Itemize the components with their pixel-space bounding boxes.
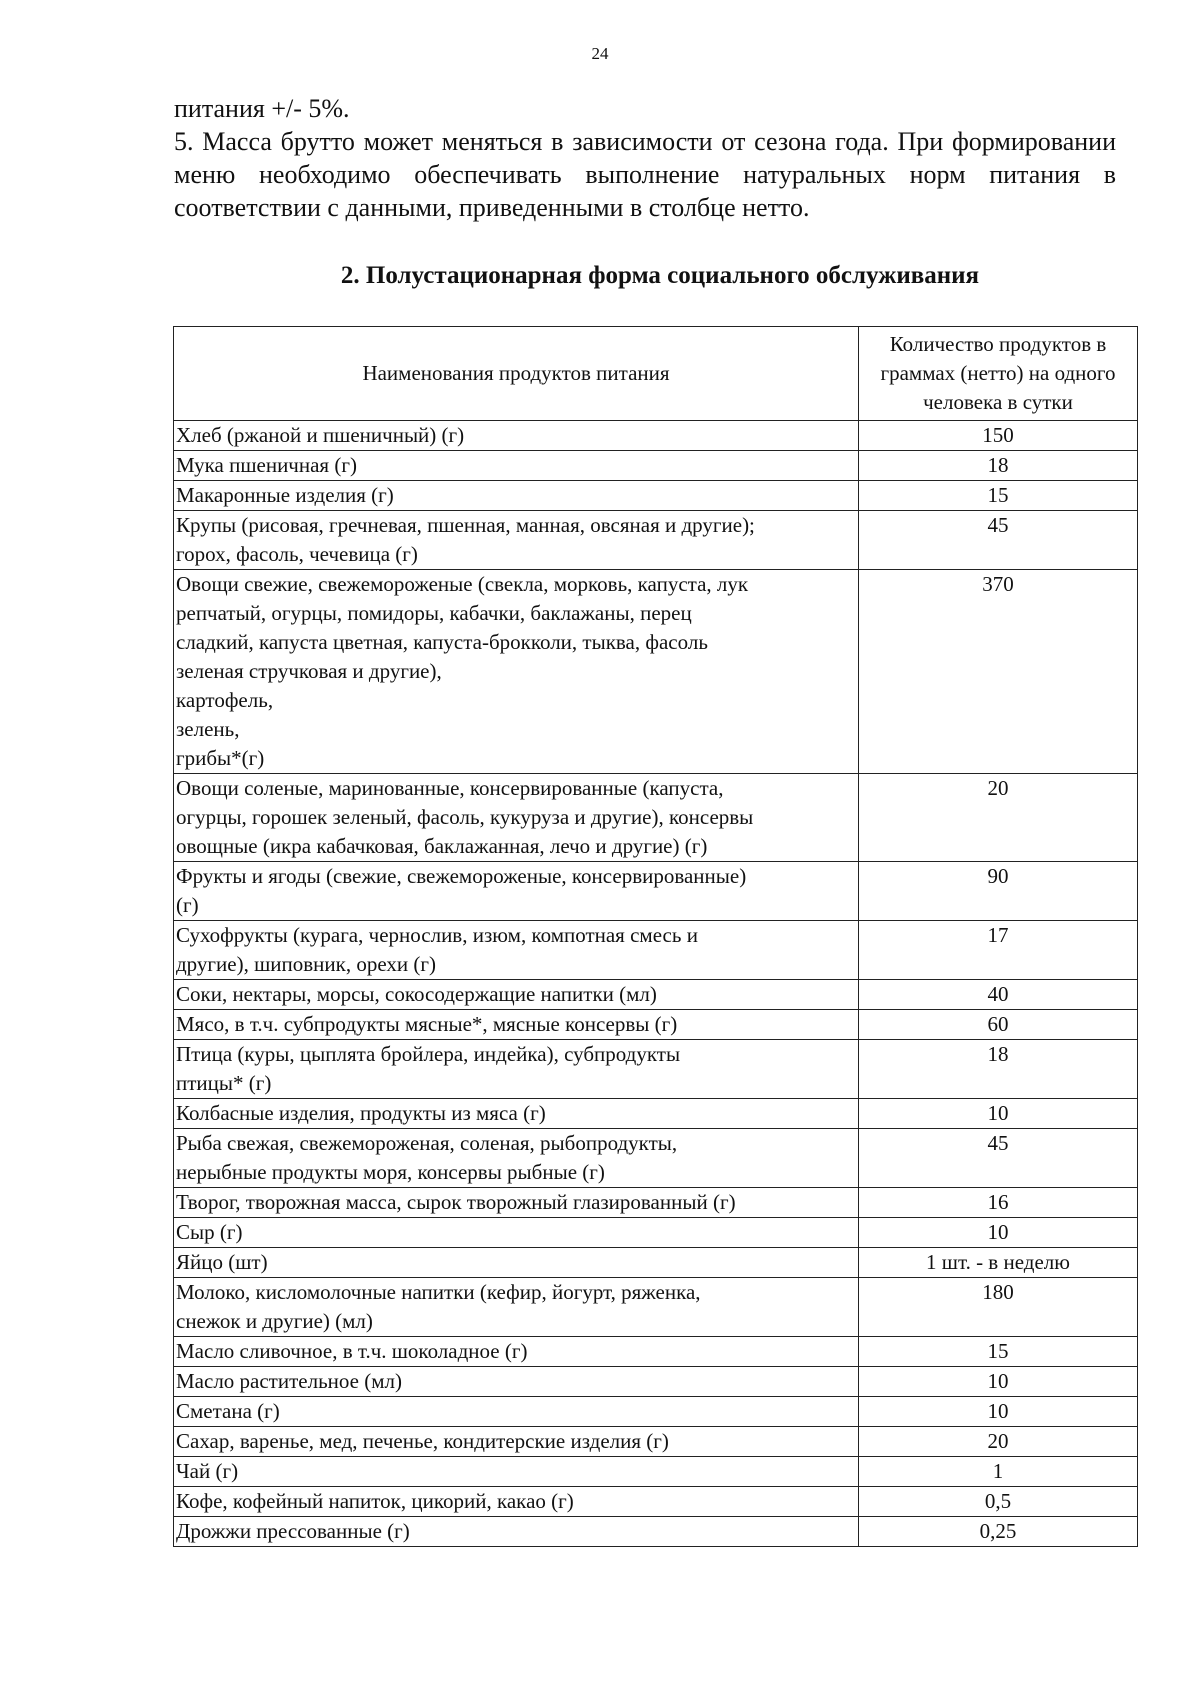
quantity-cell: 40 xyxy=(859,980,1138,1010)
table-row xyxy=(174,1129,1138,1188)
product-name-line: (г) xyxy=(176,893,199,917)
quantity-cell: 180 xyxy=(859,1278,1138,1337)
quantity-cell: 0,25 xyxy=(859,1517,1138,1547)
table-row xyxy=(174,1487,1138,1517)
quantity-cell: 90 xyxy=(859,862,1138,921)
product-name-cell xyxy=(174,921,859,980)
table-row xyxy=(174,1099,1138,1129)
table-row xyxy=(174,1218,1138,1248)
product-name-cell xyxy=(174,451,859,481)
table-row xyxy=(174,1397,1138,1427)
product-name-line: овощные (икра кабачковая, баклажанная, лечо и другие) (г) xyxy=(176,834,708,858)
header-quantity-line: Количество продуктов в xyxy=(889,332,1107,356)
table-row xyxy=(174,862,1138,921)
table-row xyxy=(174,481,1138,511)
product-name-line: Молоко, кисломолочные напитки (кефир, йогурт, ряженка, xyxy=(176,1280,701,1304)
product-name-cell xyxy=(174,1010,859,1040)
quantity-cell: 0,5 xyxy=(859,1487,1138,1517)
quantity-cell: 60 xyxy=(859,1010,1138,1040)
product-name-line: Хлеб (ржаной и пшеничный) (г) xyxy=(176,423,465,447)
product-name-line: птицы* (г) xyxy=(176,1071,272,1095)
product-name-cell xyxy=(174,1397,859,1427)
product-name-cell xyxy=(174,421,859,451)
header-quantity xyxy=(859,327,1138,421)
product-name-cell xyxy=(174,1218,859,1248)
product-name-line: Кофе, кофейный напиток, цикорий, какао (г) xyxy=(176,1489,574,1513)
product-name-line: Масло сливочное, в т.ч. шоколадное (г) xyxy=(176,1339,528,1363)
product-name-line: репчатый, огурцы, помидоры, кабачки, баклажаны, перец xyxy=(176,601,692,625)
quantity-cell: 45 xyxy=(859,511,1138,570)
table-row xyxy=(174,1188,1138,1218)
product-name-cell xyxy=(174,1487,859,1517)
quantity-cell: 10 xyxy=(859,1367,1138,1397)
product-name-cell xyxy=(174,980,859,1010)
product-name-line: Макаронные изделия (г) xyxy=(176,483,394,507)
product-name-line: Чай (г) xyxy=(176,1459,239,1483)
quantity-cell: 10 xyxy=(859,1099,1138,1129)
quantity-cell: 370 xyxy=(859,570,1138,774)
product-name-line: Сыр (г) xyxy=(176,1220,243,1244)
product-name-cell xyxy=(174,1040,859,1099)
intro-text xyxy=(174,92,1116,224)
quantity-cell: 18 xyxy=(859,1040,1138,1099)
product-name-line: зеленая стручковая и другие), xyxy=(176,659,442,683)
table-row xyxy=(174,1010,1138,1040)
product-name-line: другие), шиповник, орехи (г) xyxy=(176,952,436,976)
table-row xyxy=(174,421,1138,451)
table-row xyxy=(174,980,1138,1010)
product-name-line: Масло растительное (мл) xyxy=(176,1369,402,1393)
product-name-cell xyxy=(174,1457,859,1487)
product-name-line: картофель, xyxy=(176,688,274,712)
quantity-cell: 10 xyxy=(859,1397,1138,1427)
table-header-row xyxy=(174,327,1138,421)
quantity-cell: 15 xyxy=(859,481,1138,511)
page-number: 24 xyxy=(591,44,609,63)
intro-line: питания +/- 5%. xyxy=(174,94,350,123)
table-row xyxy=(174,1337,1138,1367)
product-name-line: зелень, xyxy=(176,717,240,741)
product-name-cell xyxy=(174,1099,859,1129)
quantity-cell: 10 xyxy=(859,1218,1138,1248)
header-quantity-line: граммах (нетто) на одного xyxy=(880,361,1116,385)
quantity-cell: 1 xyxy=(859,1457,1138,1487)
product-name-cell xyxy=(174,570,859,774)
product-name-cell xyxy=(174,481,859,511)
table-row xyxy=(174,1517,1138,1547)
product-name-line: огурцы, горошек зеленый, фасоль, кукуруза и другие), консервы xyxy=(176,805,754,829)
table-row xyxy=(174,1278,1138,1337)
product-name-cell xyxy=(174,1129,859,1188)
product-name-cell xyxy=(174,1427,859,1457)
product-name-line: сладкий, капуста цветная, капуста-брокколи, тыква, фасоль xyxy=(176,630,708,654)
product-name-cell xyxy=(174,1278,859,1337)
quantity-cell: 17 xyxy=(859,921,1138,980)
product-name-line: Крупы (рисовая, гречневая, пшенная, манная, овсяная и другие); xyxy=(176,513,755,537)
product-name-line: нерыбные продукты моря, консервы рыбные (г) xyxy=(176,1160,605,1184)
table-row xyxy=(174,1427,1138,1457)
product-name-line: Мука пшеничная (г) xyxy=(176,453,357,477)
quantity-cell: 20 xyxy=(859,774,1138,862)
product-name-cell xyxy=(174,1248,859,1278)
table-row xyxy=(174,1457,1138,1487)
table-row xyxy=(174,570,1138,774)
product-name-line: Соки, нектары, морсы, сокосодержащие напитки (мл) xyxy=(176,982,657,1006)
food-norms-table-wrapper xyxy=(173,326,1138,1547)
product-name-line: Овощи свежие, свежемороженые (свекла, морковь, капуста, лук xyxy=(176,572,749,596)
product-name-line: Птица (куры, цыплята бройлера, индейка), субпродукты xyxy=(176,1042,681,1066)
quantity-cell: 1 шт. - в неделю xyxy=(859,1248,1138,1278)
table-row xyxy=(174,511,1138,570)
quantity-cell: 45 xyxy=(859,1129,1138,1188)
note-5: 5. Масса брутто может меняться в зависимости от сезона года. При формировании меню необходимо обеспечивать выполнение натуральных норм питания в соответствии с данными, приведенными в столбце нетто. xyxy=(174,127,1116,222)
quantity-cell: 150 xyxy=(859,421,1138,451)
header-product-name: Наименования продуктов питания xyxy=(174,327,859,421)
table-row xyxy=(174,1367,1138,1397)
quantity-cell: 20 xyxy=(859,1427,1138,1457)
product-name-cell xyxy=(174,862,859,921)
product-name-line: Яйцо (шт) xyxy=(176,1250,268,1274)
product-name-line: грибы*(г) xyxy=(176,746,265,770)
product-name-line: Сметана (г) xyxy=(176,1399,280,1423)
product-name-cell xyxy=(174,511,859,570)
table-row xyxy=(174,774,1138,862)
product-name-cell xyxy=(174,1337,859,1367)
product-name-line: Сухофрукты (курага, чернослив, изюм, компотная смесь и xyxy=(176,923,698,947)
product-name-line: горох, фасоль, чечевица (г) xyxy=(176,542,418,566)
table-row xyxy=(174,921,1138,980)
product-name-cell xyxy=(174,1517,859,1547)
product-name-line: Колбасные изделия, продукты из мяса (г) xyxy=(176,1101,546,1125)
product-name-line: Овощи соленые, маринованные, консервированные (капуста, xyxy=(176,776,724,800)
table-row xyxy=(174,451,1138,481)
product-name-cell xyxy=(174,1367,859,1397)
product-name-line: Фрукты и ягоды (свежие, свежемороженые, консервированные) xyxy=(176,864,747,888)
table-body xyxy=(174,421,1138,1547)
product-name-line: Творог, творожная масса, сырок творожный глазированный (г) xyxy=(176,1190,736,1214)
product-name-cell xyxy=(174,774,859,862)
quantity-cell: 15 xyxy=(859,1337,1138,1367)
table-row xyxy=(174,1248,1138,1278)
product-name-line: Дрожжи прессованные (г) xyxy=(176,1519,410,1543)
product-name-line: снежок и другие) (мл) xyxy=(176,1309,373,1333)
product-name-line: Сахар, варенье, мед, печенье, кондитерские изделия (г) xyxy=(176,1429,669,1453)
product-name-line: Мясо, в т.ч. субпродукты мясные*, мясные консервы (г) xyxy=(176,1012,678,1036)
food-norms-table xyxy=(173,326,1138,1547)
section-title: 2. Полустационарная форма социального обслуживания xyxy=(340,262,980,289)
product-name-cell xyxy=(174,1188,859,1218)
table-row xyxy=(174,1040,1138,1099)
product-name-line: Рыба свежая, свежемороженая, соленая, рыбопродукты, xyxy=(176,1131,678,1155)
quantity-cell: 16 xyxy=(859,1188,1138,1218)
quantity-cell: 18 xyxy=(859,451,1138,481)
header-quantity-line: человека в сутки xyxy=(923,390,1073,414)
